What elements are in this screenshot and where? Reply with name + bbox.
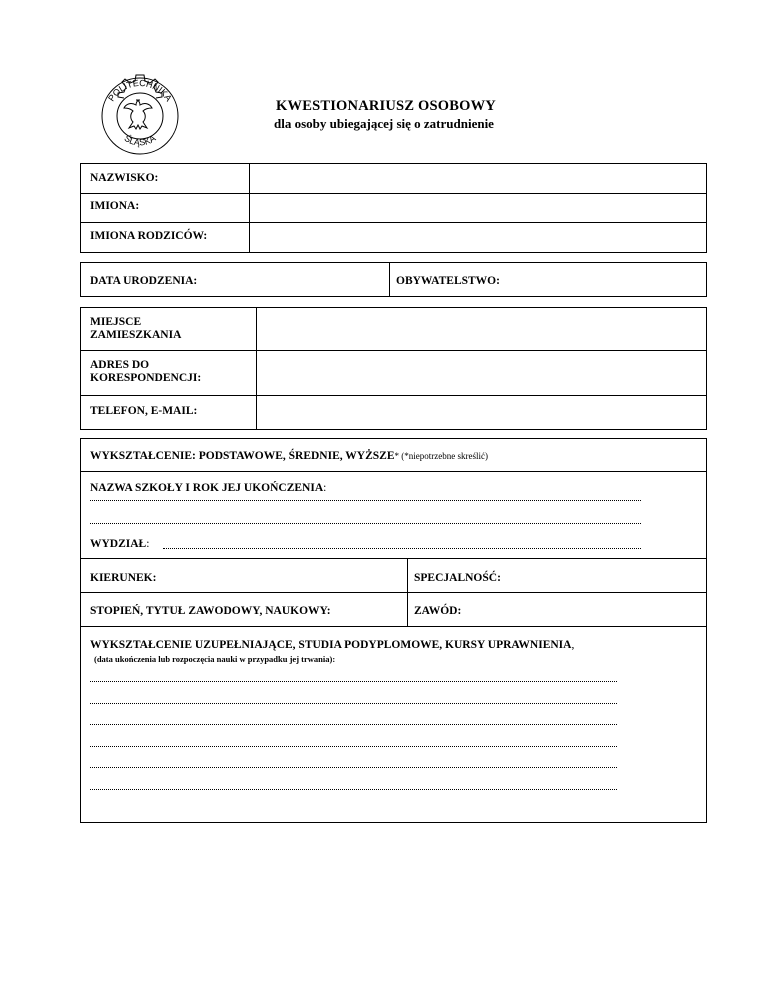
major-label: KIERUNEK:	[90, 572, 157, 584]
school-line-2[interactable]	[90, 523, 641, 524]
first-names-field[interactable]	[251, 195, 705, 221]
form-subtitle: dla osoby ubiegającej się o zatrudnienie	[274, 116, 494, 131]
degree-label: STOPIEŃ, TYTUŁ ZAWODOWY, NAUKOWY:	[90, 605, 331, 617]
citizenship-label: OBYWATELSTWO:	[396, 275, 500, 287]
university-logo	[93, 70, 187, 160]
logo-text-top: POLITECHNIKA	[106, 77, 174, 104]
education-heading: WYKSZTAŁCENIE: PODSTAWOWE, ŚREDNIE, WYŻSZE* (*niepotrzebne skreślić)	[90, 450, 488, 462]
school-line-1[interactable]	[90, 500, 641, 501]
profession-label: ZAWÓD:	[414, 605, 462, 617]
phone-email-field[interactable]	[258, 397, 704, 428]
supplementary-heading: WYKSZTAŁCENIE UZUPEŁNIAJĄCE, STUDIA PODYPLOMOWE, KURSY UPRAWNIENIA,	[90, 639, 575, 651]
birth-date-label: DATA URODZENIA:	[90, 275, 198, 287]
supplementary-line-2[interactable]	[90, 703, 617, 704]
parents-names-label: IMIONA RODZICÓW:	[90, 230, 208, 242]
birth-citizenship-section	[80, 262, 707, 297]
faculty-label: WYDZIAŁ:	[90, 538, 150, 550]
first-names-label: IMIONA:	[90, 200, 140, 212]
supplementary-line-1[interactable]	[90, 681, 617, 682]
faculty-line[interactable]	[163, 548, 641, 549]
supplementary-line-6[interactable]	[90, 789, 617, 790]
parents-names-field[interactable]	[251, 224, 705, 251]
supplementary-line-3[interactable]	[90, 724, 617, 725]
education-section	[80, 438, 707, 823]
surname-label: NAZWISKO:	[90, 172, 159, 184]
mail-label-2: KORESPONDENCJI:	[90, 372, 202, 384]
supplementary-note: (data ukończenia lub rozpoczęcia nauki w przypadku jej trwania):	[94, 654, 336, 664]
surname-field[interactable]	[251, 165, 705, 192]
residence-field[interactable]	[258, 309, 704, 349]
education-note: * (*niepotrzebne skreślić)	[394, 451, 488, 461]
logo-text-bottom: ŚLĄSKA	[122, 133, 158, 148]
phone-email-label: TELEFON, E-MAIL:	[90, 405, 198, 417]
supplementary-line-5[interactable]	[90, 767, 617, 768]
specialty-label: SPECJALNOŚĆ:	[414, 572, 501, 584]
svg-text:ŚLĄSKA	[123, 132, 158, 148]
residence-label-1: MIEJSCE	[90, 316, 142, 328]
school-label: NAZWA SZKOŁY I ROK JEJ UKOŃCZENIA:	[90, 482, 327, 494]
supplementary-line-4[interactable]	[90, 746, 617, 747]
personal-names-section	[80, 163, 707, 253]
address-section	[80, 307, 707, 430]
residence-label-2: ZAMIESZKANIA	[90, 329, 182, 341]
mail-address-field[interactable]	[258, 352, 704, 394]
form-title: KWESTIONARIUSZ OSOBOWY	[276, 98, 496, 114]
mail-label-1: ADRES DO	[90, 359, 150, 371]
